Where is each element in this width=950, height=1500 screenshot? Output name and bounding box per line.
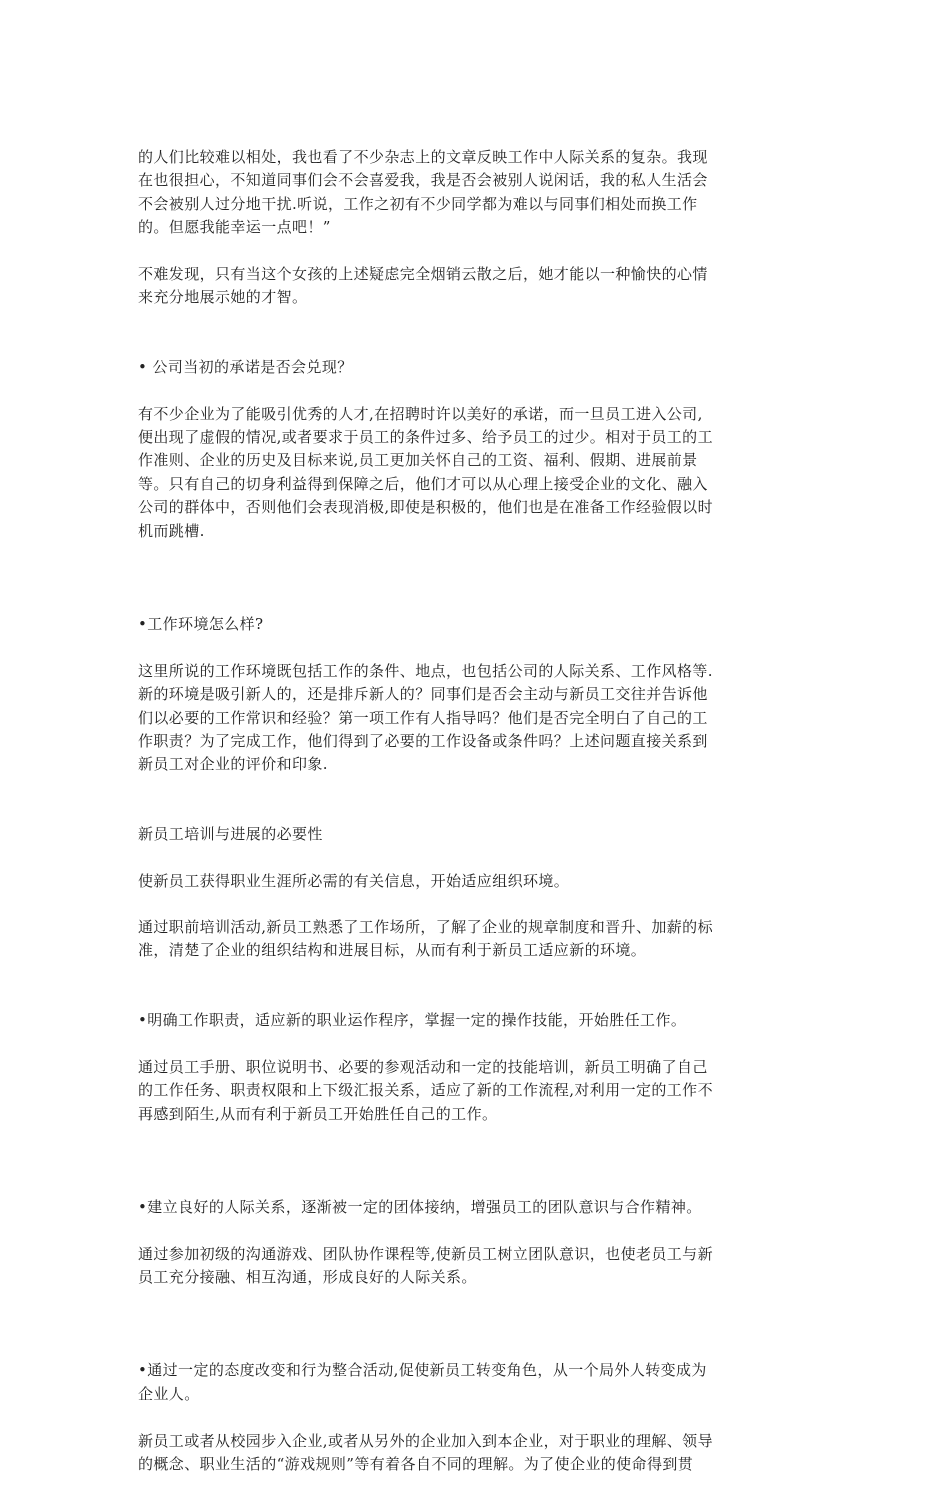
section-promise-body: 有不少企业为了能吸引优秀的人才,在招聘时许以美好的承诺，而一旦员工进入公司, 便出现了虚假的情况,或者要求于员工的条件过多、给予员工的过少。相对于员工的工 作准则、企业的历史及目标来说,员工更加关怀自己的工资、福利、假期、进展前景 等。只有自己的切身利益得到保障之后，他们才可以从心理上接受企业的文化、融入 公司的群体中，否则他们会表现消极,即使是积极的，他们也是在准备工作经验假以时 机而跳槽. bbox=[138, 404, 713, 540]
section-environment bbox=[138, 590, 808, 801]
section-promise-heading: • 公司当初的承诺是否会兑现？ bbox=[138, 357, 353, 376]
section-duties-heading: •明确工作职责，适应新的职业运作程序，掌握一定的操作技能，开始胜任工作。 bbox=[138, 1011, 687, 1030]
section-environment-body: 这里所说的工作环境既包括工作的条件、地点，也包括公司的人际关系、工作风格等. 新的环境是吸引新人的，还是排斥新人的？同事们是否会主动与新员工交往并告诉他 们以必要的工作常识和经验？第一项工作有人指导吗？他们是否完全明白了自己的工 作职责？为了完成工作，他们得到了必要的工作设备或条件吗？上述问题直接关系到 新员工对企业的评价和印象. bbox=[138, 661, 713, 774]
section-environment-heading: •工作环境怎么样? bbox=[138, 614, 264, 633]
section-role-heading: •通过一定的态度改变和行为整合活动,促使新员工转变角色，从一个局外人转变成为 企业人。 bbox=[138, 1361, 707, 1403]
paragraph-quote-end: 的人们比较难以相处，我也看了不少杂志上的文章反映工作中人际关系的复杂。我现 在也很担心，不知道同事们会不会喜爱我，我是否会被别人说闲话，我的私人生活会 不会被别人过分地干扰.听说，工作之初有不少同学都为难以与同事们相处而换工作 的。但愿我能幸运一点吧！” bbox=[138, 148, 708, 237]
document-page bbox=[138, 146, 808, 1500]
section-role bbox=[138, 1336, 808, 1500]
section-relations-heading: •建立良好的人际关系，逐渐被一定的团体接纳，增强员工的团队意识与合作精神。 bbox=[138, 1198, 702, 1217]
section-duties-body: 通过员工手册、职位说明书、必要的参观活动和一定的技能培训，新员工明确了自己 的工作任务、职责权限和上下级汇报关系，适应了新的工作流程,对利用一定的工作不 再感到陌生,从而有利于新员工开始胜任自己的工作。 bbox=[138, 1058, 713, 1123]
paragraph-orientation: 通过职前培训活动,新员工熟悉了工作场所，了解了企业的规章制度和晋升、加薪的标 准，清楚了企业的组织结构和进展目标，从而有利于新员工适应新的环境。 bbox=[138, 917, 713, 960]
section-relations bbox=[138, 1173, 808, 1313]
paragraph-observation: 不难发现，只有当这个女孩的上述疑虑完全烟销云散之后，她才能以一种愉快的心情 来充分地展示她的才智。 bbox=[138, 264, 708, 307]
section-relations-body: 通过参加初级的沟通游戏、团队协作课程等,使新员工树立团队意识，也使老员工与新 员工充分接融、相互沟通，形成良好的人际关系。 bbox=[138, 1244, 713, 1287]
section-promise bbox=[138, 332, 808, 566]
paragraph-info: 使新员工获得职业生涯所必需的有关信息，开始适应组织环境。 bbox=[138, 871, 570, 890]
section-title: 新员工培训与进展的必要性 bbox=[138, 825, 323, 844]
section-duties bbox=[138, 986, 808, 1150]
section-role-body: 新员工或者从校园步入企业,或者从另外的企业加入到本企业，对于职业的理解、领导 的概念、职业生活的“游戏规则”等有着各自不同的理解。为了使企业的使命得到贯 bbox=[138, 1431, 713, 1474]
